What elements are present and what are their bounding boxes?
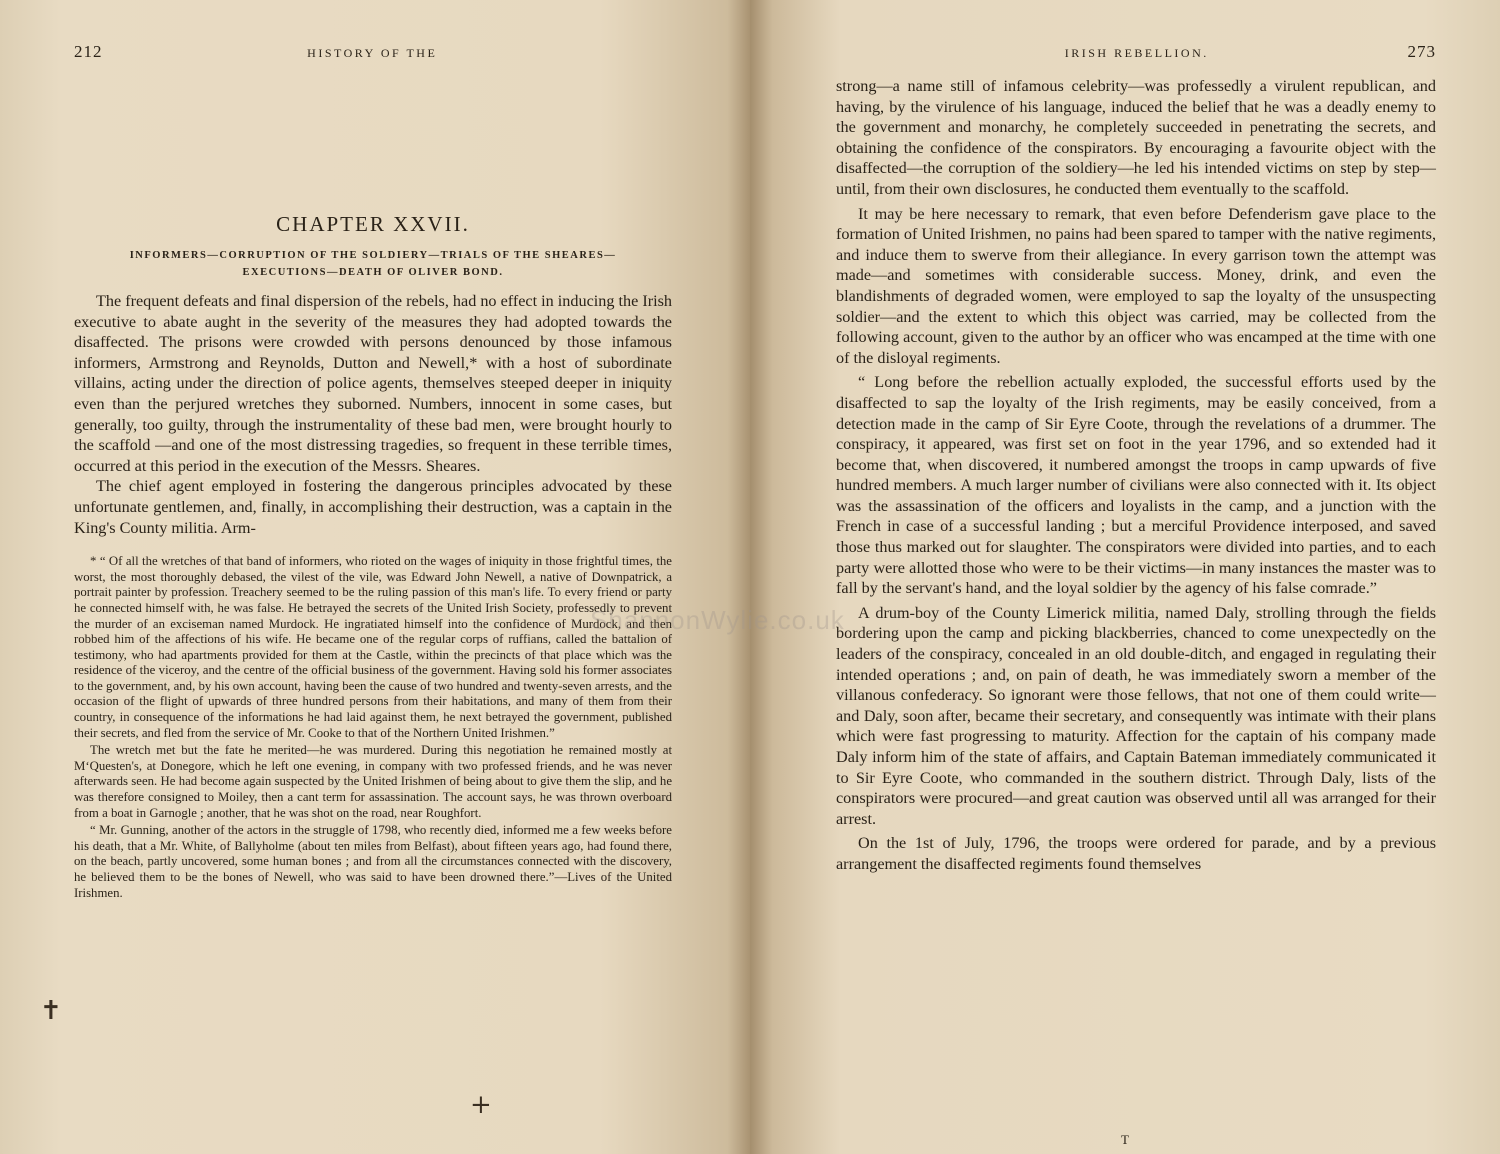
footnotes <box>74 554 672 901</box>
footnote-1: * “ Of all the wretches of that band of informers, who rioted on the wages of iniquity in those frightful times, the worst, the most thoroughly debased, the vilest of the vile, was Edward John Newell, a native of Downpatrick, a portrait painter by profession. Treachery seemed to be the ruling passion of this man's life. To every friend or party he connected himself with, he was false. He betrayed the secrets of the United Irish Society, professedly to prevent the murder of an exciseman named Murdock. He ingratiated himself into the confidence of Murdock, and then robbed him of the affections of his wife. He became one of the regular corps of ruffians, called the battalion of testimony, who had apartments provided for them at the Castle, within the precincts of that place which was the residence of the viceroy, and the centre of the official business of the government. Having sold his former associates to the government, and, by his own account, having been the cause of two hundred and twenty-seven arrests, and the occasion of the flight of upwards of three hundred persons from their habitations, and many of them from their country, in consequence of the informations he had laid against them, he next betrayed the government, published their secrets, and fled from the service of Mr. Cooke to that of the Northern United Irishmen.” <box>74 554 672 740</box>
right-page-number: 273 <box>1407 42 1436 61</box>
right-paragraph-1: strong—a name still of infamous celebrity—was professedly a virulent republican, and having, by the virulence of his language, induced the belief that he was a deadly enemy to the government and monarchy, he completely succeeded in penetrating the secrets, and obtaining the confidence of the conspirators. By encouraging a favourite object with the disaffected—the corruption of the soldiery—he led his intended victims on step by step—until, from their own disclosures, he conducted them eventually to the scaffold. <box>836 77 1436 198</box>
watermark: ShannonWylie.co.uk <box>590 605 845 635</box>
left-body-text <box>74 291 672 538</box>
left-running-title: HISTORY OF THE <box>307 46 438 60</box>
right-paragraph-4: A drum-boy of the County Limerick militia, named Daly, strolling through the fields bordering upon the camp and picking blackberries, chanced to come unexpectedly on the leaders of the conspiracy, concealed in an old double-ditch, and engaged in regulating their intended operations ; and, on pain of death, he was immediately sworn a member of the villanous confederacy. So ignorant were those fellows, that not one of them could write—and Daly, soon after, became their secretary, and consequently was intimate with their plans which were fast progressing to maturity. Affection for the captain of his company made Daly inform him of the state of affairs, and Captain Bateman immediately communicated it to Sir Eyre Coote, who commanded in the southern district. Through Daly, lists of the conspirators were procured—and great caution was observed until all was arranged for their arrest. <box>836 603 1436 828</box>
pen-cross-mark-icon: + <box>470 1090 492 1120</box>
left-page-number: 212 <box>74 42 103 61</box>
footnote-2: The wretch met but the fate he merited—he was murdered. During this negotiation he remained mostly at M‘Questen's, at Donegore, which he left one evening, in company with two professed friends, and he was never afterwards seen. He had become again suspected by the United Irishmen of being about to give them the slip, and he was therefore consigned to Moiley, then a cant term for assassination. The account says, he was thrown overboard from a boat in Garnogle ; another, that he was shot on the road, near Roughfort. <box>74 743 672 820</box>
left-paragraph-2: The chief agent employed in fostering the dangerous principles advocated by these unfortunate gentlemen, and, finally, in accomplishing their destruction, was a captain in the King's County militia. Arm- <box>74 477 672 537</box>
right-running-head <box>836 42 1436 70</box>
chapter-summary-line-2: EXECUTIONS—DEATH OF OLIVER BOND. <box>242 267 504 278</box>
pen-cross-mark-icon: ✝ <box>40 996 62 1026</box>
footnote-3: “ Mr. Gunning, another of the actors in the struggle of 1798, who recently died, informed me a few weeks before his death, that a Mr. White, of Ballyholme (about ten miles from Belfast), about fifteen years ago, had found there, on the beach, partly uncovered, some human bones ; and from all the circumstances connected with the discovery, he believed them to be the bones of Newell, who was said to have been drowned there.”—Lives of the United Irishmen. <box>74 823 672 900</box>
left-paragraph-1: The frequent defeats and final dispersion of the rebels, had no effect in inducing the Irish executive to abate aught in the severity of the measures they had adopted towards the disaffected. The prisons were crowded with persons denounced by those infamous informers, Armstrong and Reynolds, Dutton and Newell,* with a host of subordinate villains, acting under the direction of police agents, themselves steeped deeper in iniquity even than the perjured wretches they suborned. Numbers, innocent in some cases, but generally, too guilty, through the instrumentality of these bad men, were brought hourly to the scaffold —and one of the most distressing tragedies, so frequent in these terrible times, occurred at this period in the execution of the Messrs. Sheares. <box>74 292 672 475</box>
chapter-summary <box>74 247 672 281</box>
left-running-head <box>74 42 672 70</box>
right-running-title: IRISH REBELLION. <box>1064 46 1209 60</box>
right-paragraph-5: On the 1st of July, 1796, the troops were ordered for parade, and by a previous arrangement the disaffected regiments found themselves <box>836 834 1436 873</box>
right-body-text <box>836 76 1436 875</box>
right-paragraph-2: It may be here necessary to remark, that even before Defenderism gave place to the formation of United Irishmen, no pains had been spared to tamper with the native regiments, and induce them to swerve from their allegiance. In every garrison town the attempt was made—and sometimes with considerable success. Money, drink, and even the blandishments of degraded women, were employed to sap the loyalty of the unsuspecting soldier—and the extent to which this object was carried, may be collected from the following account, given to the author by an officer who was encamped at the time with one of the disloyal regiments. <box>836 204 1436 367</box>
right-page <box>750 0 1500 1154</box>
chapter-title: CHAPTER XXVII. <box>276 212 470 236</box>
signature-mark: T <box>1121 1132 1129 1147</box>
right-paragraph-3: “ Long before the rebellion actually exploded, the successful efforts used by the disaffected to sap the loyalty of the Irish regiments, may be easily conceived, from a detection made in the camp of Sir Eyre Coote, through the revelations of a drummer. The conspiracy, it appeared, was first set on foot in the year 1796, and so extended had it become that, when discovered, it numbered amongst the troops in camp upwards of five hundred members. A much larger number of civilians were also connected with it. Its object was the assassination of the officers and loyalists in the camp, and a junction with the French in case of a successful landing ; but a merciful Providence interposed, and saved those thus marked out for slaughter. The conspirators were divided into parties, and to each party were allotted those who were to be their victims—in many instances the master was to fall by the servant's hand, and the loyal soldier by the agency of his false comrade.” <box>836 373 1436 598</box>
chapter-summary-line-1: INFORMERS—CORRUPTION OF THE SOLDIERY—TRIALS OF THE SHEARES— <box>129 250 617 261</box>
